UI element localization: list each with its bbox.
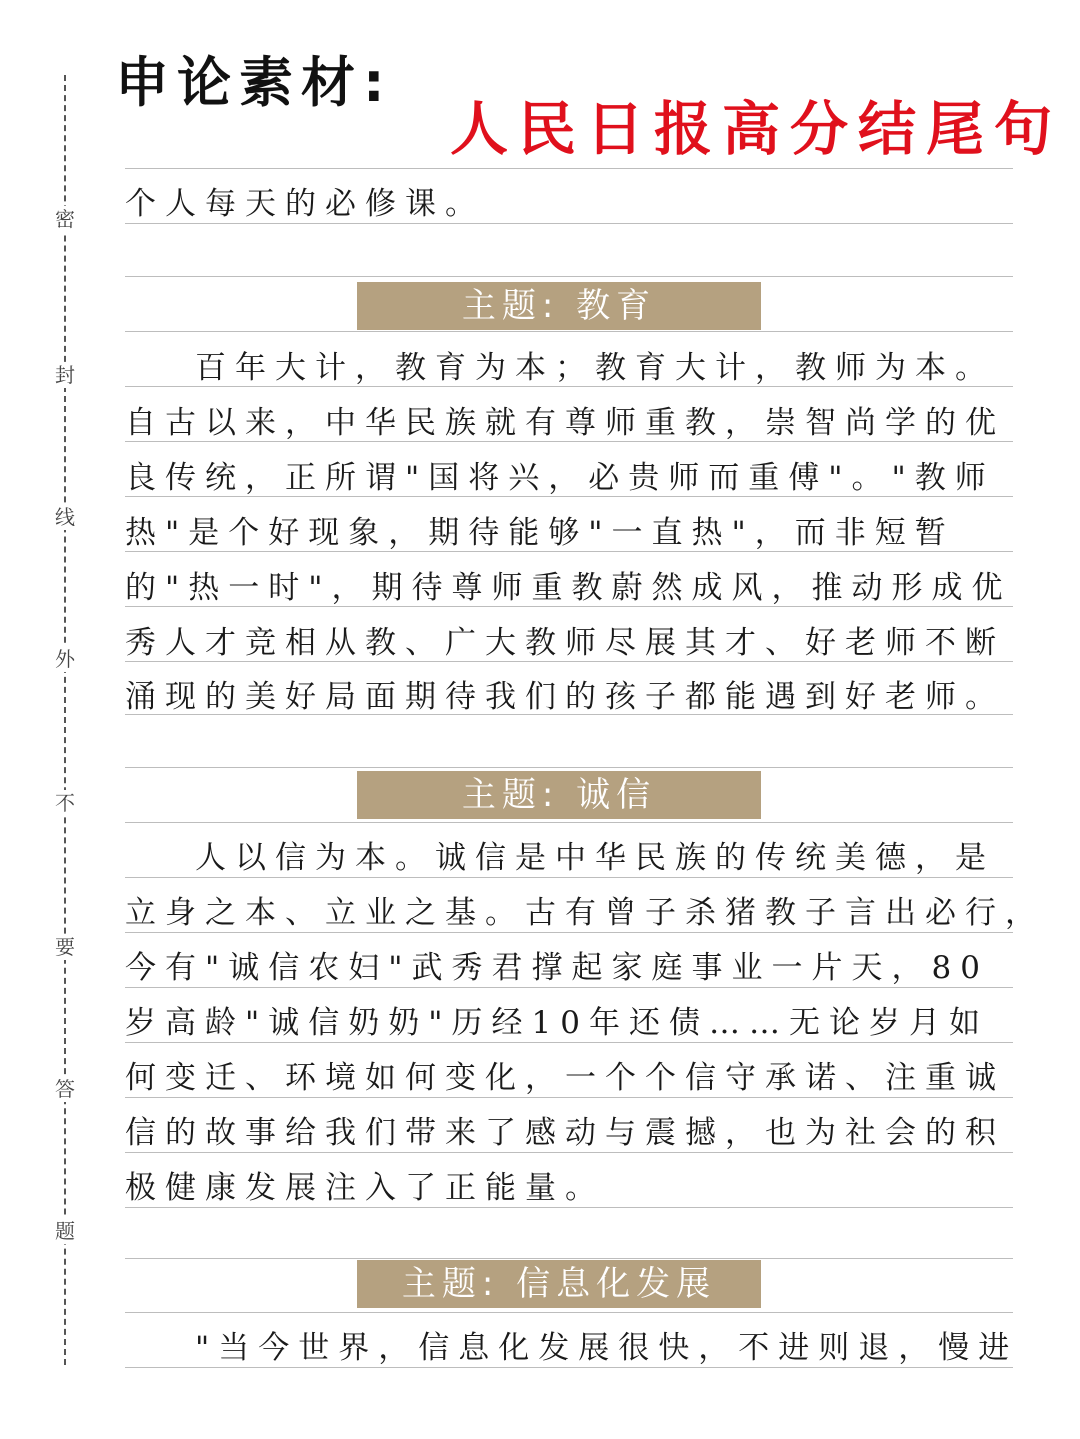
text-line: 百年大计，教育为本；教育大计，教师为本。: [195, 350, 995, 386]
ruled-line: [125, 1258, 1013, 1259]
margin-char: 线: [50, 504, 80, 530]
text-line: "当今世界，信息化发展很快，不进则退，慢进: [195, 1330, 1019, 1366]
text-line: 热"是个好现象，期待能够"一直热"，而非短暂: [125, 515, 955, 551]
text-line: 今有"诚信农妇"武秀君撑起家庭事业一片天，80: [125, 950, 989, 986]
topic-banner-integrity: 主题: 诚信: [357, 771, 761, 819]
ruled-line: [125, 1312, 1013, 1313]
text-line: 的"热一时"，期待尊师重教蔚然成风，推动形成优: [125, 570, 1012, 606]
margin-char: 密: [50, 206, 80, 232]
margin-char: 封: [50, 362, 80, 388]
text-line: 自古以来，中华民族就有尊师重教，崇智尚学的优: [125, 405, 1005, 441]
text-line: 人以信为本。诚信是中华民族的传统美德，是: [195, 840, 995, 876]
text-line: 涌现的美好局面期待我们的孩子都能遇到好老师。: [125, 679, 1005, 715]
text-line: 秀人才竞相从教、广大教师尽展其才、好老师不断: [125, 625, 1005, 661]
page-title: 申论素材:: [115, 51, 393, 114]
margin-char: 题: [50, 1218, 80, 1244]
ruled-line: [125, 767, 1013, 768]
margin-char: 要: [50, 934, 80, 960]
page-subtitle: 人民日报高分结尾句: [450, 95, 1063, 163]
text-line: 何变迁、环境如何变化，一个个信守承诺、注重诚: [125, 1060, 1005, 1096]
margin-char: 外: [50, 646, 80, 672]
intro-line: 个人每天的必修课。: [125, 186, 485, 222]
text-line: 极健康发展注入了正能量。: [125, 1170, 605, 1206]
text-line: 信的故事给我们带来了感动与震撼，也为社会的积: [125, 1115, 1005, 1151]
text-line: 良传统，正所谓"国将兴，必贵师而重傅"。"教师: [125, 460, 995, 496]
ruled-line: [125, 331, 1013, 332]
seal-dashed-line: [64, 75, 66, 1365]
ruled-line: [125, 822, 1013, 823]
topic-banner-informatization: 主题: 信息化发展: [357, 1260, 761, 1308]
topic-banner-education: 主题: 教育: [357, 282, 761, 330]
text-line: 岁高龄"诚信奶奶"历经10年还债……无论岁月如: [125, 1005, 989, 1041]
ruled-line: [125, 168, 1013, 169]
margin-char: 答: [50, 1076, 80, 1102]
text-line: 立身之本、立业之基。古有曾子杀猪教子言出必行，: [125, 895, 1045, 931]
margin-char: 不: [50, 790, 80, 816]
ruled-line: [125, 276, 1013, 277]
